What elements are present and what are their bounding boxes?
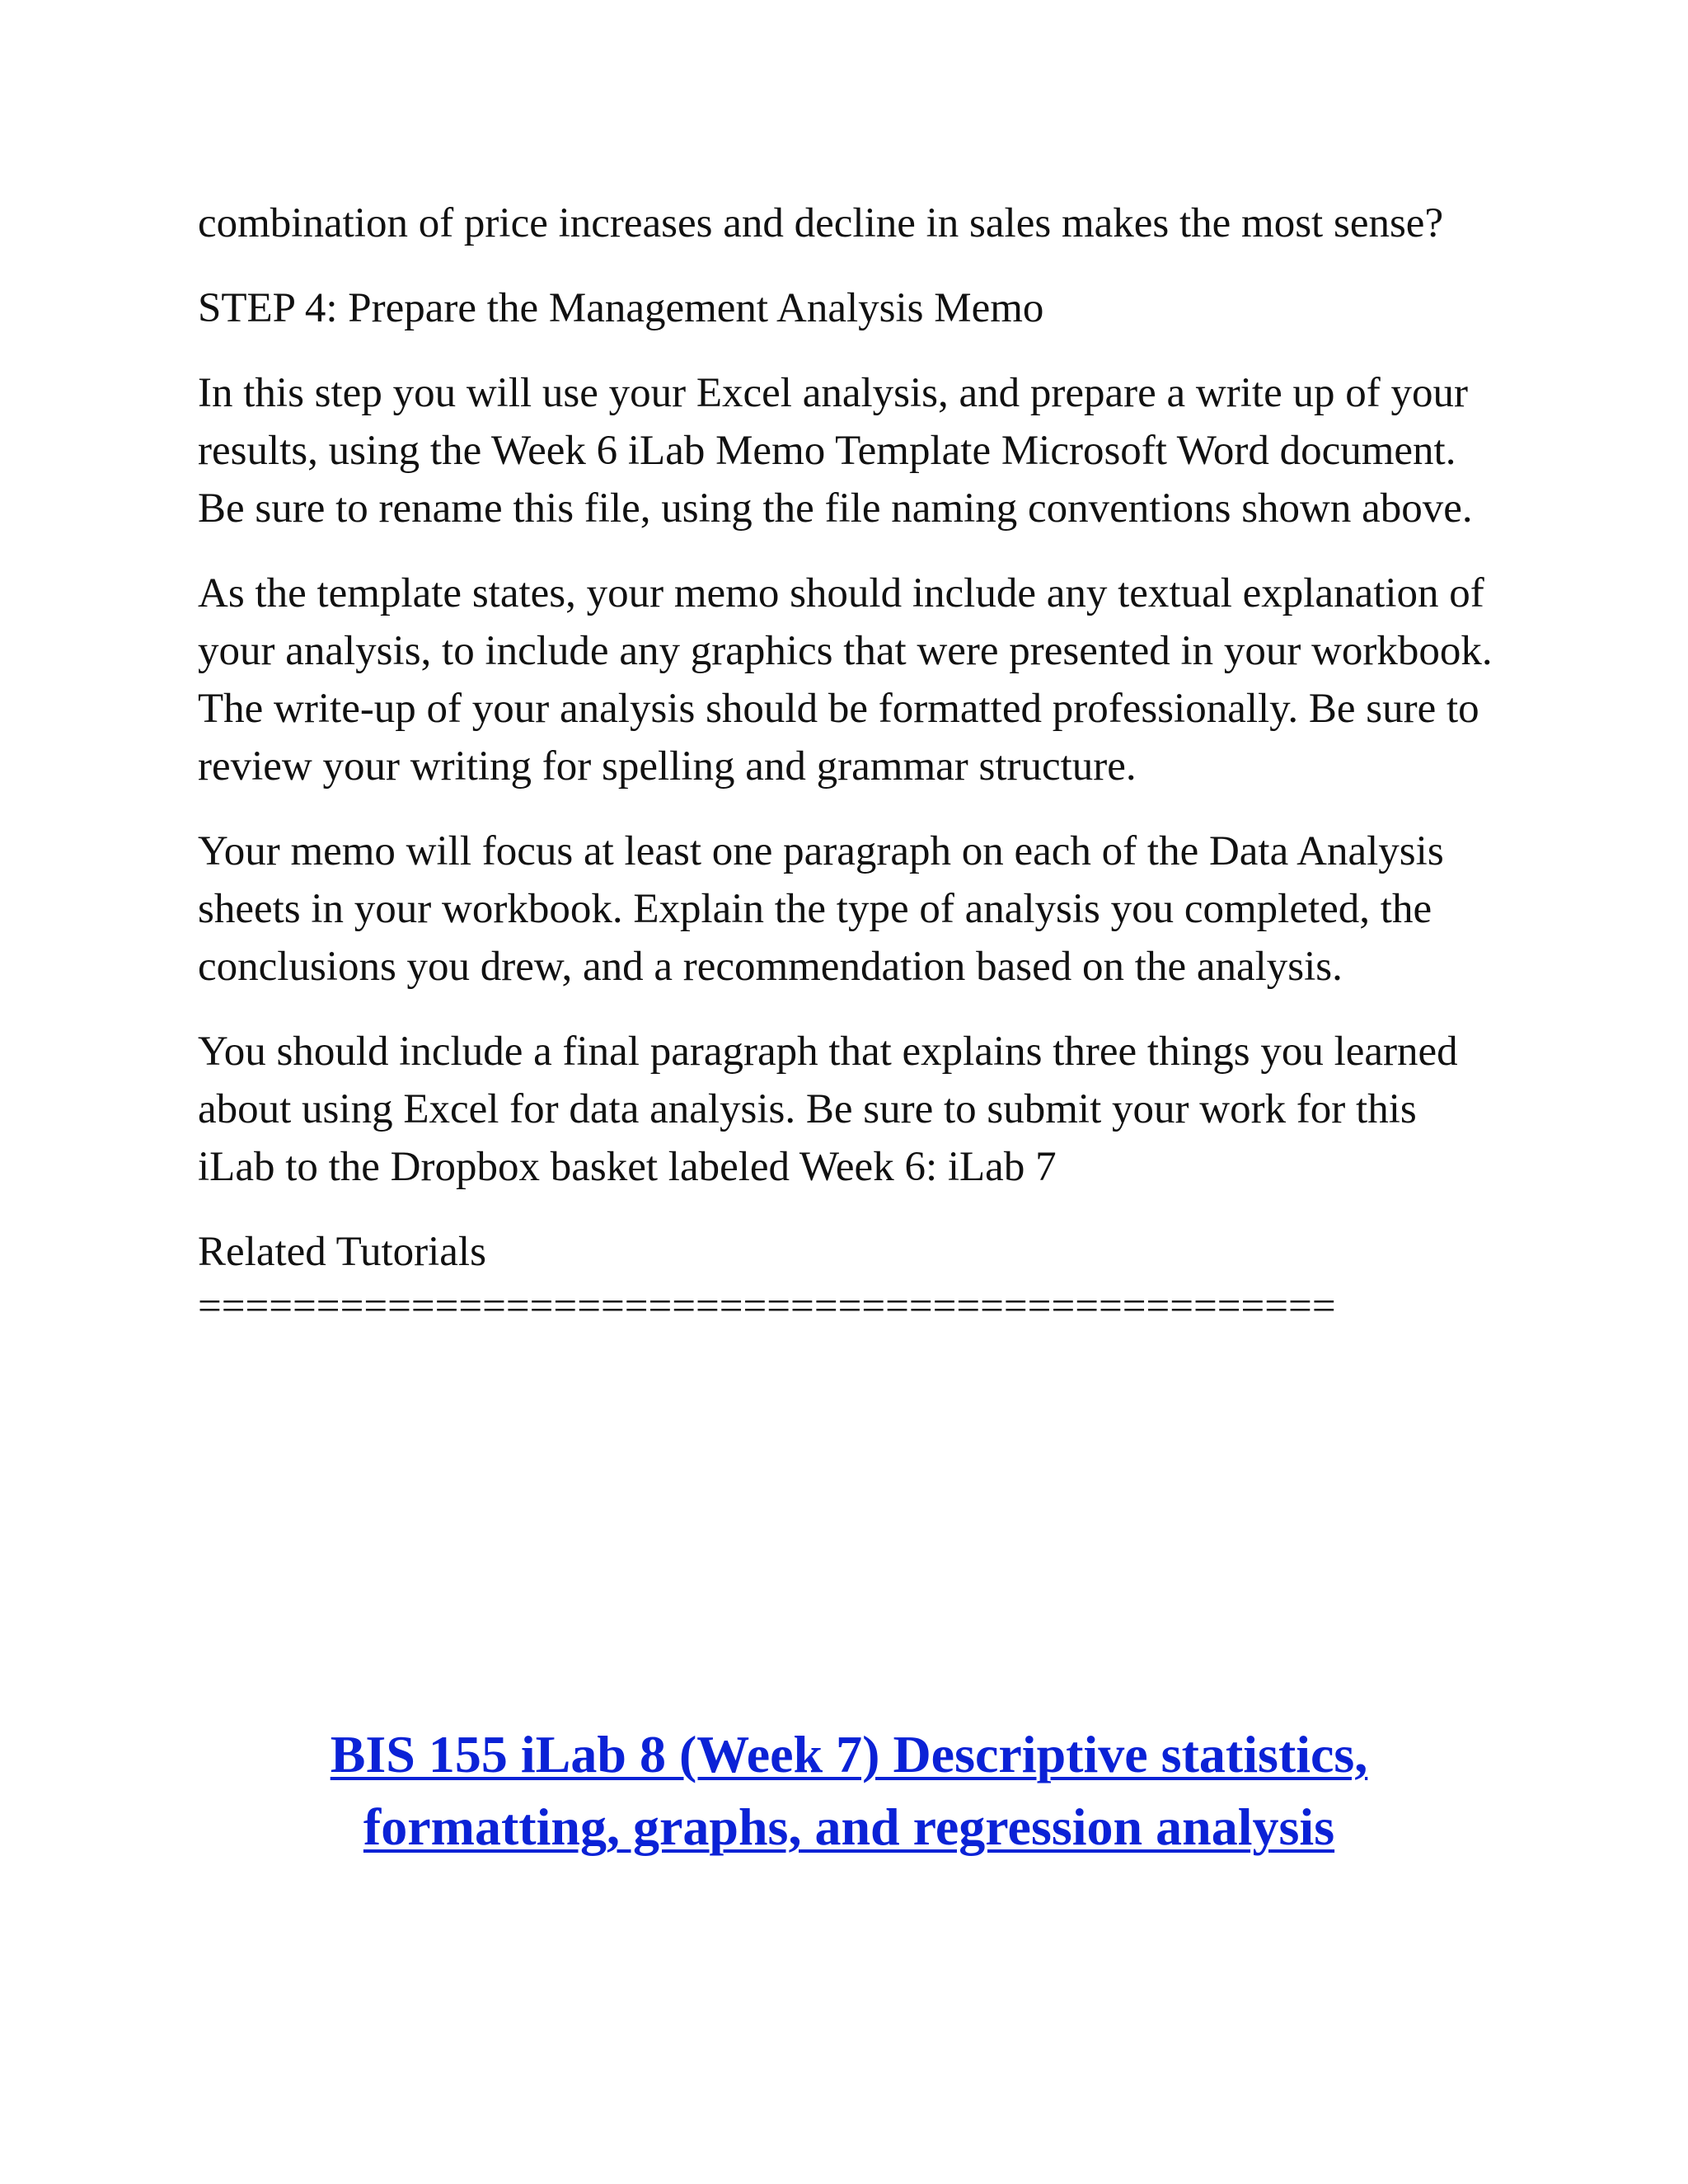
paragraph-final-instructions: You should include a final paragraph that explains three things you learned about using Excel for data analysis. Be sure to submit your work for this iLab to the Dropbox basket labeled Week 6: iLab 7 (198, 1029, 1458, 1190)
document-body (198, 194, 1500, 1327)
related-tutorial-link-block (198, 1718, 1500, 1863)
paragraph-step-instructions: In this step you will use your Excel analysis, and prepare a write up of your results, using the Week 6 iLab Memo Template Microsoft Word document. Be sure to rename this file, using the file naming conventions shown above. (198, 370, 1473, 532)
paragraph-continuation: combination of price increases and decline in sales makes the most sense? (198, 200, 1444, 246)
paragraph-template-requirements: As the template states, your memo should include any textual explanation of your analysis, to include any graphics that were presented in your workbook. The write-up of your analysis should be formatted professionally. Be sure to review your writing for spelling and grammar structure. (198, 570, 1493, 790)
paragraph-memo-focus: Your memo will focus at least one paragraph on each of the Data Analysis sheets in your workbook. Explain the type of analysis you completed, the conclusions you drew, and a recommendation based on the analysis. (198, 828, 1444, 990)
separator-line: ================================================ (198, 1286, 1336, 1327)
related-link-line-1: BIS 155 iLab 8 (Week 7) Descriptive statistics, (330, 1725, 1368, 1783)
related-link-line-2: formatting, graphs, and regression analysis (363, 1797, 1335, 1856)
related-tutorial-link[interactable] (331, 1725, 1368, 1856)
step-heading: STEP 4: Prepare the Management Analysis Memo (198, 285, 1044, 331)
related-tutorials-heading: Related Tutorials (198, 1229, 486, 1275)
